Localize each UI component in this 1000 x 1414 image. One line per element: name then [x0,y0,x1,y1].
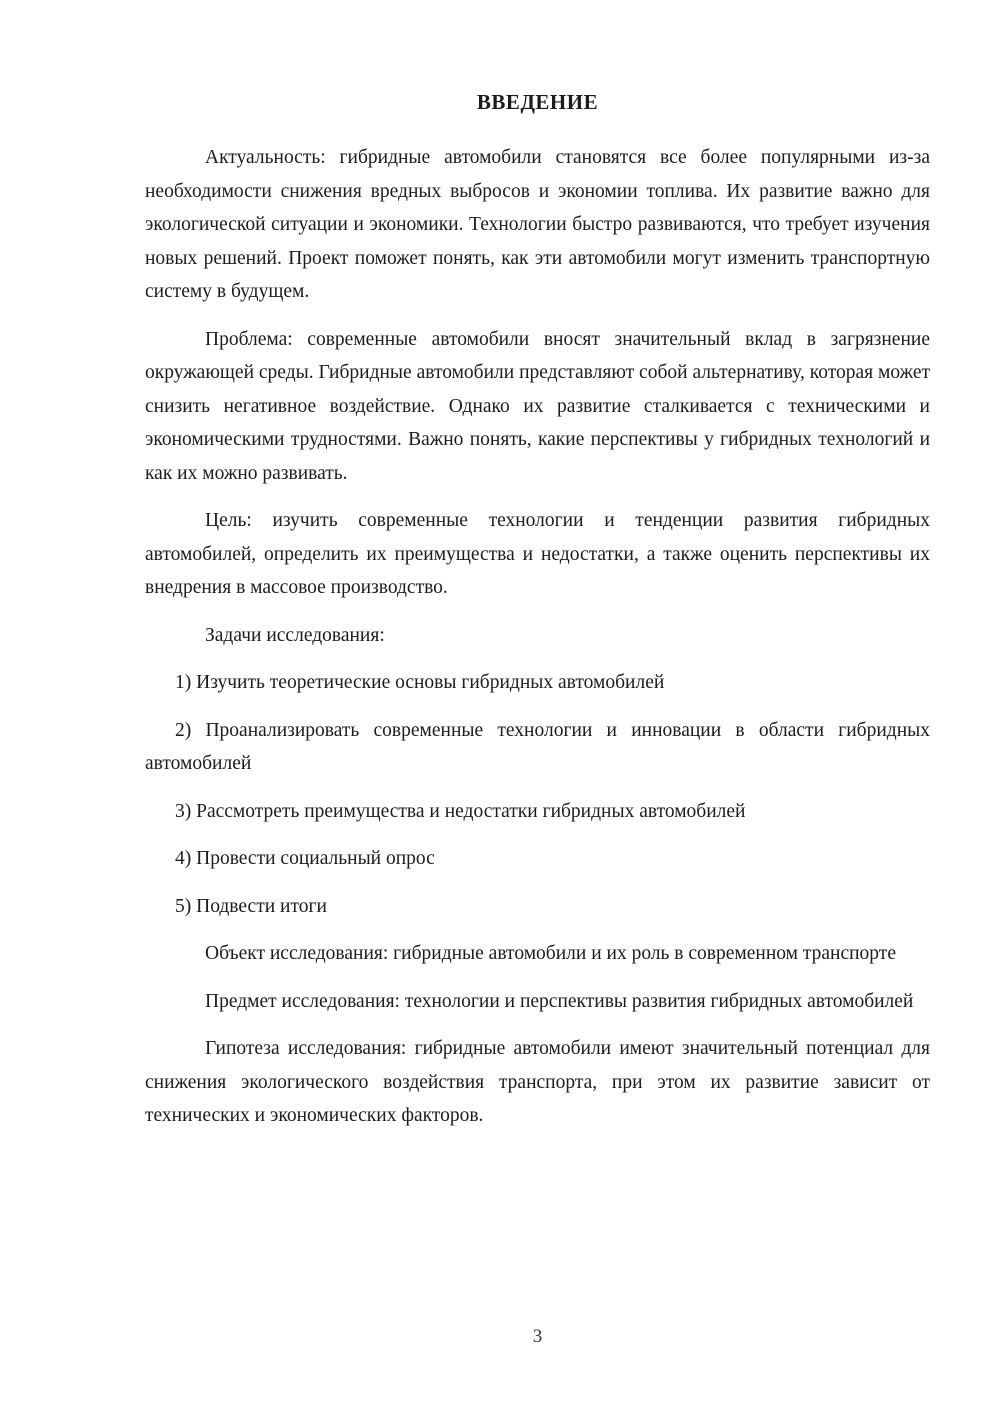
paragraph-cel: Цель: изучить современные технологии и тенденции развития гибридных автомобилей, определить их преимущества и недостатки, а также оценить перспективы их внедрения в массовое производство. [145,510,930,598]
list-item-zadacha-1: 1) Изучить теоретические основы гибридных автомобилей [175,672,665,693]
list-item-zadacha-5: 5) Подвести итоги [175,895,327,917]
paragraph-obekt: Объект исследования: гибридные автомобили и их роль в современном транспорте [205,943,896,964]
paragraph-aktualnost: Актуальность: гибридные автомобили становятся все более популярными из-за необходимости снижения вредных выбросов и экономии топлива. Их развитие важно для экологической ситуации и экономики. Технологии быстро развиваются, что требует изучения новых решений. Проект поможет понять, как эти автомобили могут изменить транспортную систему в будущем. [145,147,930,302]
page-number: 3 [532,1326,543,1347]
paragraph-gipoteza: Гипотеза исследования: гибридные автомобили имеют значительный потенциал для снижения экологического воздействия транспорта, при этом их развитие зависит от технических и экономических факторов. [145,1038,930,1126]
page-title: ВВЕДЕНИЕ [476,90,599,114]
list-item-zadacha-4: 4) Провести социальный опрос [175,848,435,869]
paragraph-predmet: Предмет исследования: технологии и перспективы развития гибридных автомобилей [205,990,914,1012]
list-item-zadacha-3: 3) Рассмотреть преимущества и недостатки гибридных автомобилей [175,800,746,822]
paragraph-zadachi-header: Задачи исследования: [205,624,385,646]
list-item-zadacha-2: 2) Проанализировать современные технологии и инновации в области гибридных автомобилей [145,719,930,774]
paragraph-problema: Проблема: современные автомобили вносят значительный вклад в загрязнение окружающей среды. Гибридные автомобили представляют собой альтернативу, которая может снизить негативное воздействие. Однако их развитие сталкивается с техническими и экономическими трудностями. Важно понять, какие перспективы у гибридных технологий и как их можно развивать. [145,328,930,484]
